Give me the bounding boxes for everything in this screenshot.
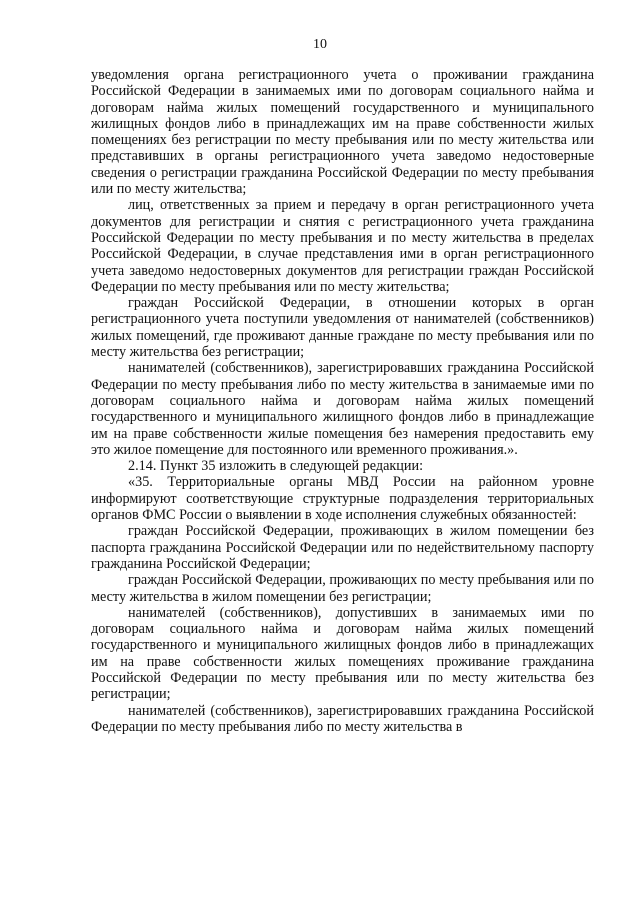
paragraph-without-registration: граждан Российской Федерации, проживающих по месту пребывания или по месту жительства в жилом помещении без регистрации; — [91, 572, 594, 605]
paragraph-continuation: уведомления органа регистрационного учета о проживании гражданина Российской Федерации в занимаемых ими по договорам социального найма и договорам найма жилых помещений государственного и муниципального жилищных фондов либо в принадлежащих им на праве собственности жилых помещениях без регистрации по месту пребывания или по месту жительства или представивших в органы регистрационного учета заведомо недостоверные сведения о регистрации гражданина Российской Федерации по месту пребывания или по месту жительства; — [91, 67, 594, 198]
paragraph-citizens-notified: граждан Российской Федерации, в отношении которых в орган регистрационного учета поступили уведомления от нанимателей (собственников) жилых помещений, где проживают данные граждане по месту пребывания или по месту жительства без регистрации; — [91, 295, 594, 361]
document-body — [91, 67, 594, 735]
paragraph-clause-35: «35. Территориальные органы МВД России на районном уровне информируют соответствующие структурные подразделения территориальных органов ФМС России о выявлении в ходе исполнения служебных обязанностей: — [91, 474, 594, 524]
page-number: 10 — [313, 37, 327, 52]
paragraph-tenants-registered: нанимателей (собственников), зарегистрировавших гражданина Российской Федерации по месту пребывания либо по месту жительства в занимаемые ими по договорам социального найма и договорам найма жилых помещений государственного и муниципального жилищного фондов либо в принадлежащие им на праве собственности жилые помещения без намерения предоставить ему это жилое помещение для постоянного или временного проживания.». — [91, 360, 594, 458]
paragraph-tenants-registered-2: нанимателей (собственников), зарегистрировавших гражданина Российской Федерации по месту пребывания либо по месту жительства в — [91, 702, 594, 735]
paragraph-without-passport: граждан Российской Федерации, проживающих в жилом помещении без паспорта гражданина Российской Федерации или по недействительному паспорту гражданина Российской Федерации; — [91, 523, 594, 572]
paragraph-tenants-allowed: нанимателей (собственников), допустивших в занимаемых ими по договорам социального найма и договорам найма жилых помещений государственного и муниципального жилищных фондов либо в принадлежащих им на праве собственности жилых помещениях проживание гражданина Российской Федерации по месту пребывания или по месту жительства без регистрации; — [91, 604, 594, 703]
paragraph-responsible-persons: лиц, ответственных за прием и передачу в орган регистрационного учета документов для регистрации и снятия с регистрационного учета гражданина Российской Федерации по месту пребывания и по месту жительства в пределах Российской Федерации, в случае представления ими в орган регистрационного учета заведомо недостоверных документов для регистрации граждан Российской Федерации по месту пребывания или по месту жительства; — [91, 197, 594, 295]
paragraph-item-2-14: 2.14. Пункт 35 изложить в следующей редакции: — [128, 458, 424, 475]
